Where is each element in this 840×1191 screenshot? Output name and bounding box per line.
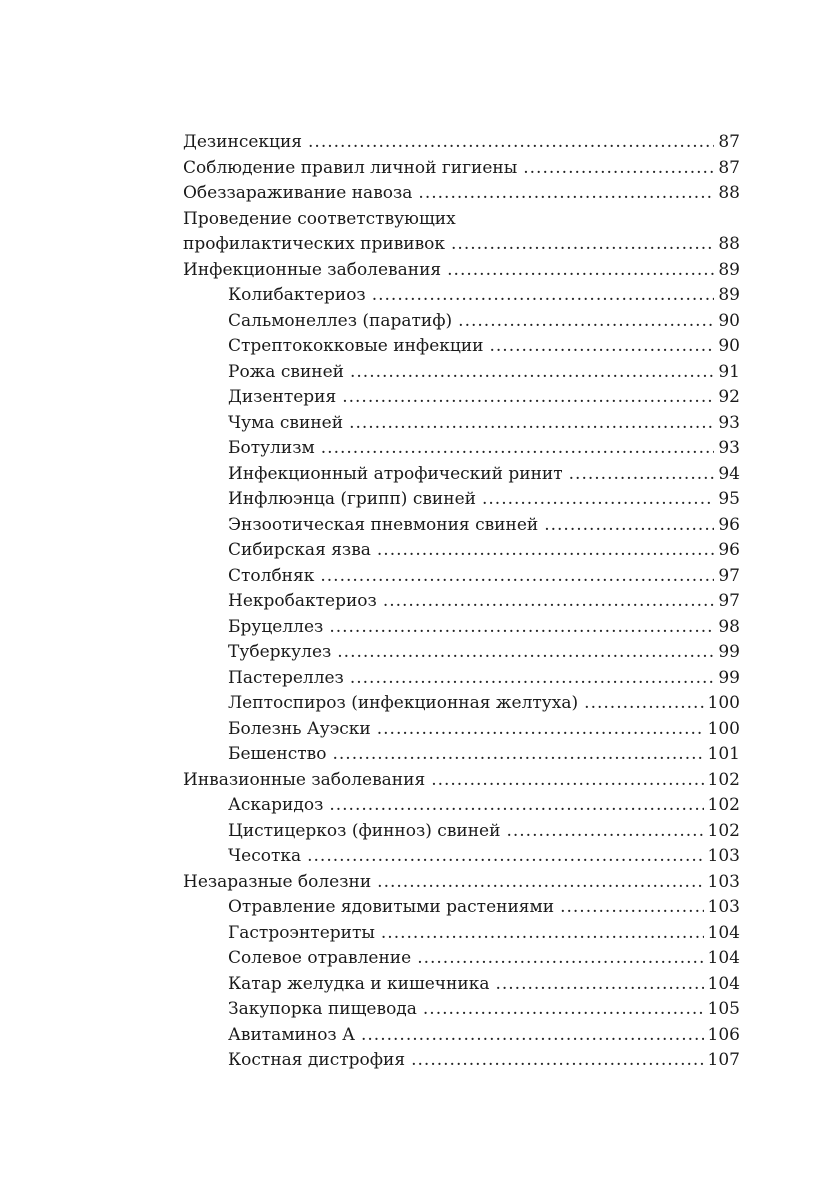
toc-entry-page: 88 (718, 183, 740, 203)
toc-subentry (183, 793, 740, 819)
toc-entry-title: Цистицеркоз (финноз) свиней (228, 820, 501, 841)
dot-leader (447, 258, 714, 284)
toc-subentry (183, 309, 740, 335)
toc-entry-title: Болезнь Ауэски (228, 718, 371, 739)
toc-subentry (183, 717, 740, 743)
toc-entry-page: 93 (718, 412, 740, 433)
toc-entry-title: Инфекционный атрофический ринит (228, 463, 563, 484)
toc-entry (183, 130, 740, 156)
toc-entry-title: Аскаридоз (228, 795, 324, 815)
toc-entry-title: профилактических прививок (183, 234, 446, 254)
toc-subentry (183, 487, 740, 513)
dot-leader (308, 130, 714, 156)
toc-entry-page: 105 (707, 999, 740, 1019)
dot-leader (544, 513, 714, 539)
dot-leader (584, 691, 703, 717)
dot-leader (381, 921, 704, 947)
toc-subentry (183, 844, 740, 870)
toc-entry-page: 100 (707, 693, 740, 713)
toc-entry-title: Катар желудка и кишечника (228, 973, 490, 994)
dot-leader (451, 232, 714, 258)
toc-entry-page: 94 (718, 463, 740, 484)
toc-entry-page: 91 (718, 361, 740, 382)
dot-leader (320, 564, 714, 590)
toc-entry (183, 870, 740, 896)
toc-subentry (183, 691, 740, 717)
dot-leader (361, 1023, 704, 1049)
toc-entry-page: 107 (707, 1050, 740, 1070)
toc-entry-title: Авитаминоз А (228, 1024, 355, 1045)
dot-leader (423, 997, 704, 1023)
toc-entry-title: Инвазионные заболевания (183, 769, 426, 790)
toc-entry-title: Лептоспироз (инфекционная желтуха) (228, 693, 579, 713)
toc-entry-title: Туберкулез (228, 642, 332, 662)
toc-entry-title: Гастроэнтериты (228, 922, 375, 943)
toc-subentry (183, 589, 740, 615)
toc-subentry (183, 385, 740, 411)
toc-subentry (183, 283, 740, 309)
toc-entry-title: Незаразные болезни (183, 871, 372, 892)
toc-subentry (183, 334, 740, 360)
toc-entry-title: Рожа свиней (228, 361, 344, 382)
toc-entry-page: 93 (718, 438, 740, 458)
toc-entry-page: 102 (707, 769, 740, 790)
dot-leader (417, 946, 703, 972)
toc-entry-page: 98 (718, 616, 740, 637)
toc-entry-page: 96 (718, 540, 740, 560)
toc-entry-page: 89 (718, 259, 740, 280)
dot-leader (506, 819, 703, 845)
toc-entry-page: 104 (707, 922, 740, 943)
dot-leader (569, 462, 714, 488)
toc-entry-page: 102 (707, 795, 740, 815)
toc-entry-title: Инфлюэнца (грипп) свиней (228, 489, 476, 509)
dot-leader (377, 717, 704, 743)
toc-entry-title: Обеззараживание навоза (183, 183, 413, 203)
toc-entry-title: Чума свиней (228, 412, 344, 433)
toc-entry-page: 101 (707, 744, 740, 764)
toc-subentry (183, 972, 740, 998)
toc-entry-page: 103 (707, 846, 740, 866)
toc-entry-title-line: Проведение соответствующих (183, 208, 456, 229)
dot-leader (321, 436, 714, 462)
toc-subentry (183, 895, 740, 921)
dot-leader (411, 1048, 703, 1074)
toc-entry-title: Столбняк (228, 565, 315, 586)
toc-subentry (183, 615, 740, 641)
toc-entry-title: Энзоотическая пневмония свиней (228, 514, 539, 535)
toc-subentry (183, 819, 740, 845)
toc-entry-title: Сибирская язва (228, 540, 371, 560)
toc-entry-page: 92 (718, 387, 740, 407)
toc-entry-page: 103 (707, 871, 740, 892)
toc-entry-title: Пастереллез (228, 667, 344, 688)
toc-entry-page: 89 (718, 285, 740, 305)
toc-entry-page: 90 (718, 336, 740, 356)
toc-subentry (183, 640, 740, 666)
toc-entry-page: 97 (718, 591, 740, 611)
toc-entry-title: Сальмонеллез (паратиф) (228, 310, 453, 331)
toc-entry-title: Закупорка пищевода (228, 999, 417, 1019)
toc-subentry (183, 538, 740, 564)
dot-leader (307, 844, 703, 870)
dot-leader (372, 283, 714, 309)
table-of-contents (183, 130, 740, 1074)
toc-subentry (183, 564, 740, 590)
toc-subentry (183, 360, 740, 386)
toc-entry-page: 100 (707, 718, 740, 739)
toc-subentry (183, 513, 740, 539)
dot-leader (431, 768, 703, 794)
toc-entry-page: 87 (718, 132, 740, 152)
toc-subentry (183, 436, 740, 462)
dot-leader (489, 334, 714, 360)
toc-subentry (183, 462, 740, 488)
dot-leader (329, 793, 703, 819)
dot-leader (349, 411, 714, 437)
toc-entry-page: 103 (707, 897, 740, 917)
toc-subentry (183, 1048, 740, 1074)
toc-entry (183, 156, 740, 182)
toc-entry-title: Солевое отравление (228, 948, 412, 968)
toc-entry (183, 207, 740, 258)
toc-entry-page: 90 (718, 310, 740, 331)
toc-entry-page: 99 (718, 667, 740, 688)
toc-entry-page: 96 (718, 514, 740, 535)
toc-entry (183, 258, 740, 284)
toc-entry-page: 104 (707, 973, 740, 994)
dot-leader (350, 360, 714, 386)
toc-entry-page: 88 (718, 234, 740, 254)
toc-subentry (183, 946, 740, 972)
dot-leader (377, 870, 703, 896)
dot-leader (332, 742, 703, 768)
toc-entry-page: 97 (718, 565, 740, 586)
toc-entry-title: Соблюдение правил личной гигиены (183, 157, 518, 178)
toc-entry-page: 95 (718, 489, 740, 509)
dot-leader (495, 972, 703, 998)
toc-entry-title: Колибактериоз (228, 285, 366, 305)
toc-entry-page: 106 (707, 1024, 740, 1045)
toc-entry-title: Бруцеллез (228, 616, 324, 637)
toc-entry-title: Бешенство (228, 744, 327, 764)
dot-leader (329, 615, 714, 641)
dot-leader (458, 309, 714, 335)
toc-entry (183, 181, 740, 207)
toc-entry-page: 104 (707, 948, 740, 968)
dot-leader (377, 538, 714, 564)
toc-entry (183, 768, 740, 794)
dot-leader (560, 895, 703, 921)
toc-entry-title: Чесотка (228, 846, 302, 866)
dot-leader (482, 487, 714, 513)
toc-entry-title: Отравление ядовитыми растениями (228, 897, 555, 917)
toc-entry-title: Некробактериоз (228, 591, 377, 611)
dot-leader (350, 666, 714, 692)
toc-subentry (183, 921, 740, 947)
dot-leader (342, 385, 714, 411)
toc-subentry (183, 742, 740, 768)
dot-leader (523, 156, 714, 182)
toc-entry-title: Дезинсекция (183, 132, 303, 152)
dot-leader (383, 589, 714, 615)
toc-subentry (183, 1023, 740, 1049)
toc-subentry (183, 411, 740, 437)
dot-leader (337, 640, 714, 666)
toc-entry-title: Инфекционные заболевания (183, 259, 442, 280)
toc-entry-title: Ботулизм (228, 438, 315, 458)
toc-entry-page: 102 (707, 820, 740, 841)
toc-entry-title: Стрептококковые инфекции (228, 336, 484, 356)
toc-subentry (183, 997, 740, 1023)
toc-subentry (183, 666, 740, 692)
toc-entry-title: Костная дистрофия (228, 1050, 406, 1070)
toc-entry-page: 87 (718, 157, 740, 178)
dot-leader (418, 181, 714, 207)
toc-entry-page: 99 (718, 642, 740, 662)
toc-entry-title: Дизентерия (228, 387, 337, 407)
